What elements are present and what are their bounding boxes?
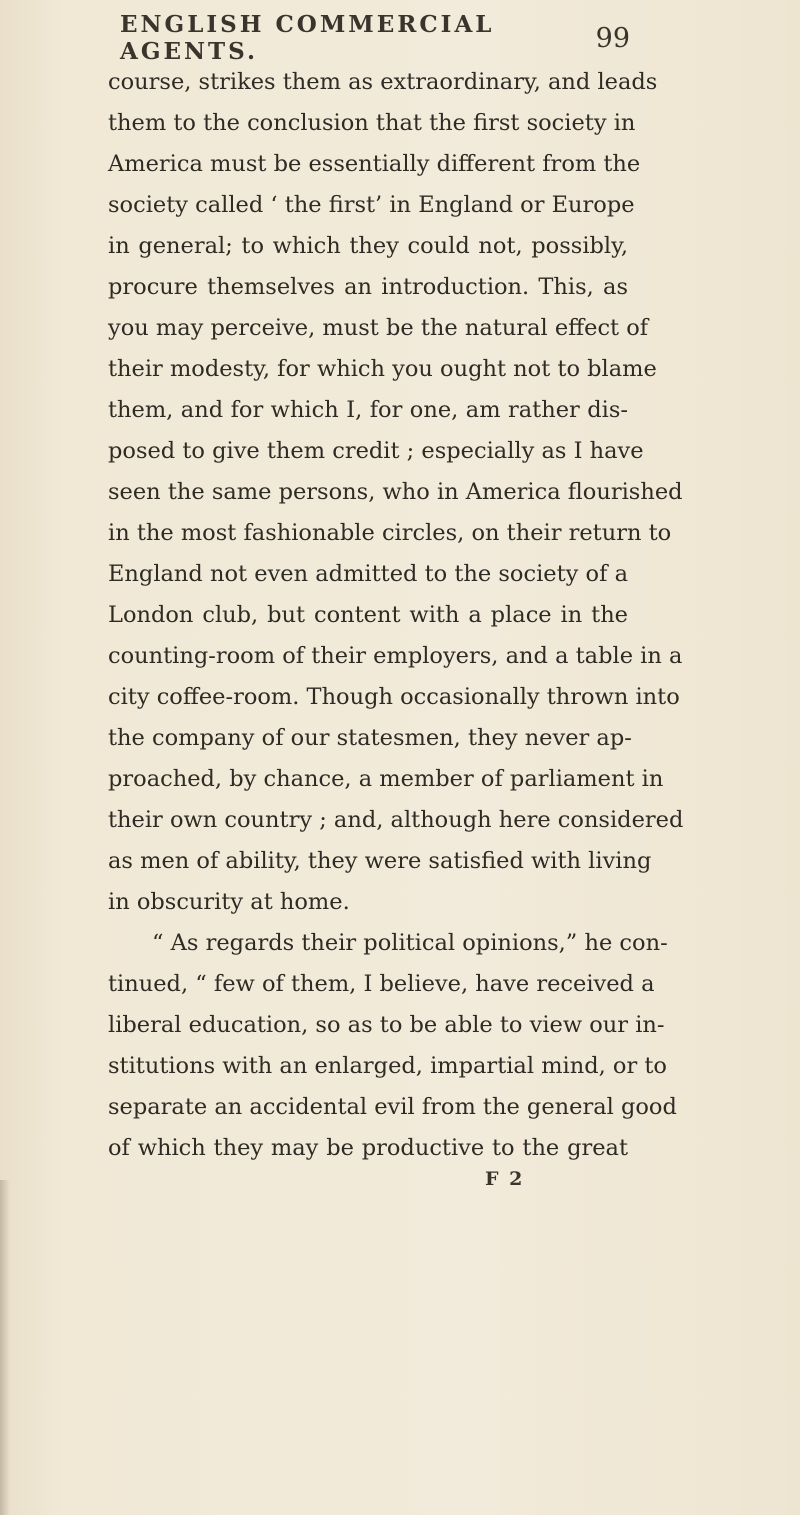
text-line: England not even admitted to the society of a: [108, 561, 628, 587]
text-line: in the most fashionable circles, on their return to: [108, 520, 672, 546]
text-line: America must be essentially different from the: [108, 151, 641, 177]
page-number: 99: [595, 22, 630, 54]
page-edge-shadow: [0, 1180, 10, 1515]
text-line: posed to give them credit ; especially as I have: [108, 438, 644, 464]
signature-mark: F 2: [485, 1168, 525, 1190]
text-line: them, and for which I, for one, am rather dis-: [108, 397, 628, 423]
text-line: “ As regards their political opinions,” he con-: [152, 930, 668, 956]
text-line: in general; to which they could not, possibly,: [108, 233, 628, 259]
text-line: city coffee-room. Though occasionally thrown into: [108, 684, 680, 710]
text-line: their own country ; and, although here considered: [108, 807, 684, 833]
text-line: liberal education, so as to be able to view our in-: [108, 1012, 665, 1038]
text-line: of which they may be productive to the great: [108, 1135, 628, 1161]
text-line: counting-room of their employers, and a table in a: [108, 643, 683, 669]
text-line: the company of our statesmen, they never ap-: [108, 725, 632, 751]
text-line: procure themselves an introduction. This, as: [108, 274, 628, 300]
text-line: seen the same persons, who in America flourished: [108, 479, 683, 505]
text-line: society called ‘ the first’ in England or Europe: [108, 192, 635, 218]
text-line: stitutions with an enlarged, impartial mind, or to: [108, 1053, 667, 1079]
text-line: in obscurity at home.: [108, 889, 350, 915]
text-line: as men of ability, they were satisfied with living: [108, 848, 652, 874]
text-line: London club, but content with a place in the: [108, 602, 628, 628]
text-line: you may perceive, must be the natural effect of: [108, 315, 649, 341]
text-line: separate an accidental evil from the general good: [108, 1094, 677, 1120]
running-head: ENGLISH COMMERCIAL AGENTS.: [120, 11, 495, 65]
text-line: their modesty, for which you ought not to blame: [108, 356, 657, 382]
text-line: them to the conclusion that the first society in: [108, 110, 636, 136]
text-line: tinued, “ few of them, I believe, have received a: [108, 971, 655, 997]
text-line: proached, by chance, a member of parliament in: [108, 766, 664, 792]
text-line: course, strikes them as extraordinary, and leads: [108, 69, 658, 95]
